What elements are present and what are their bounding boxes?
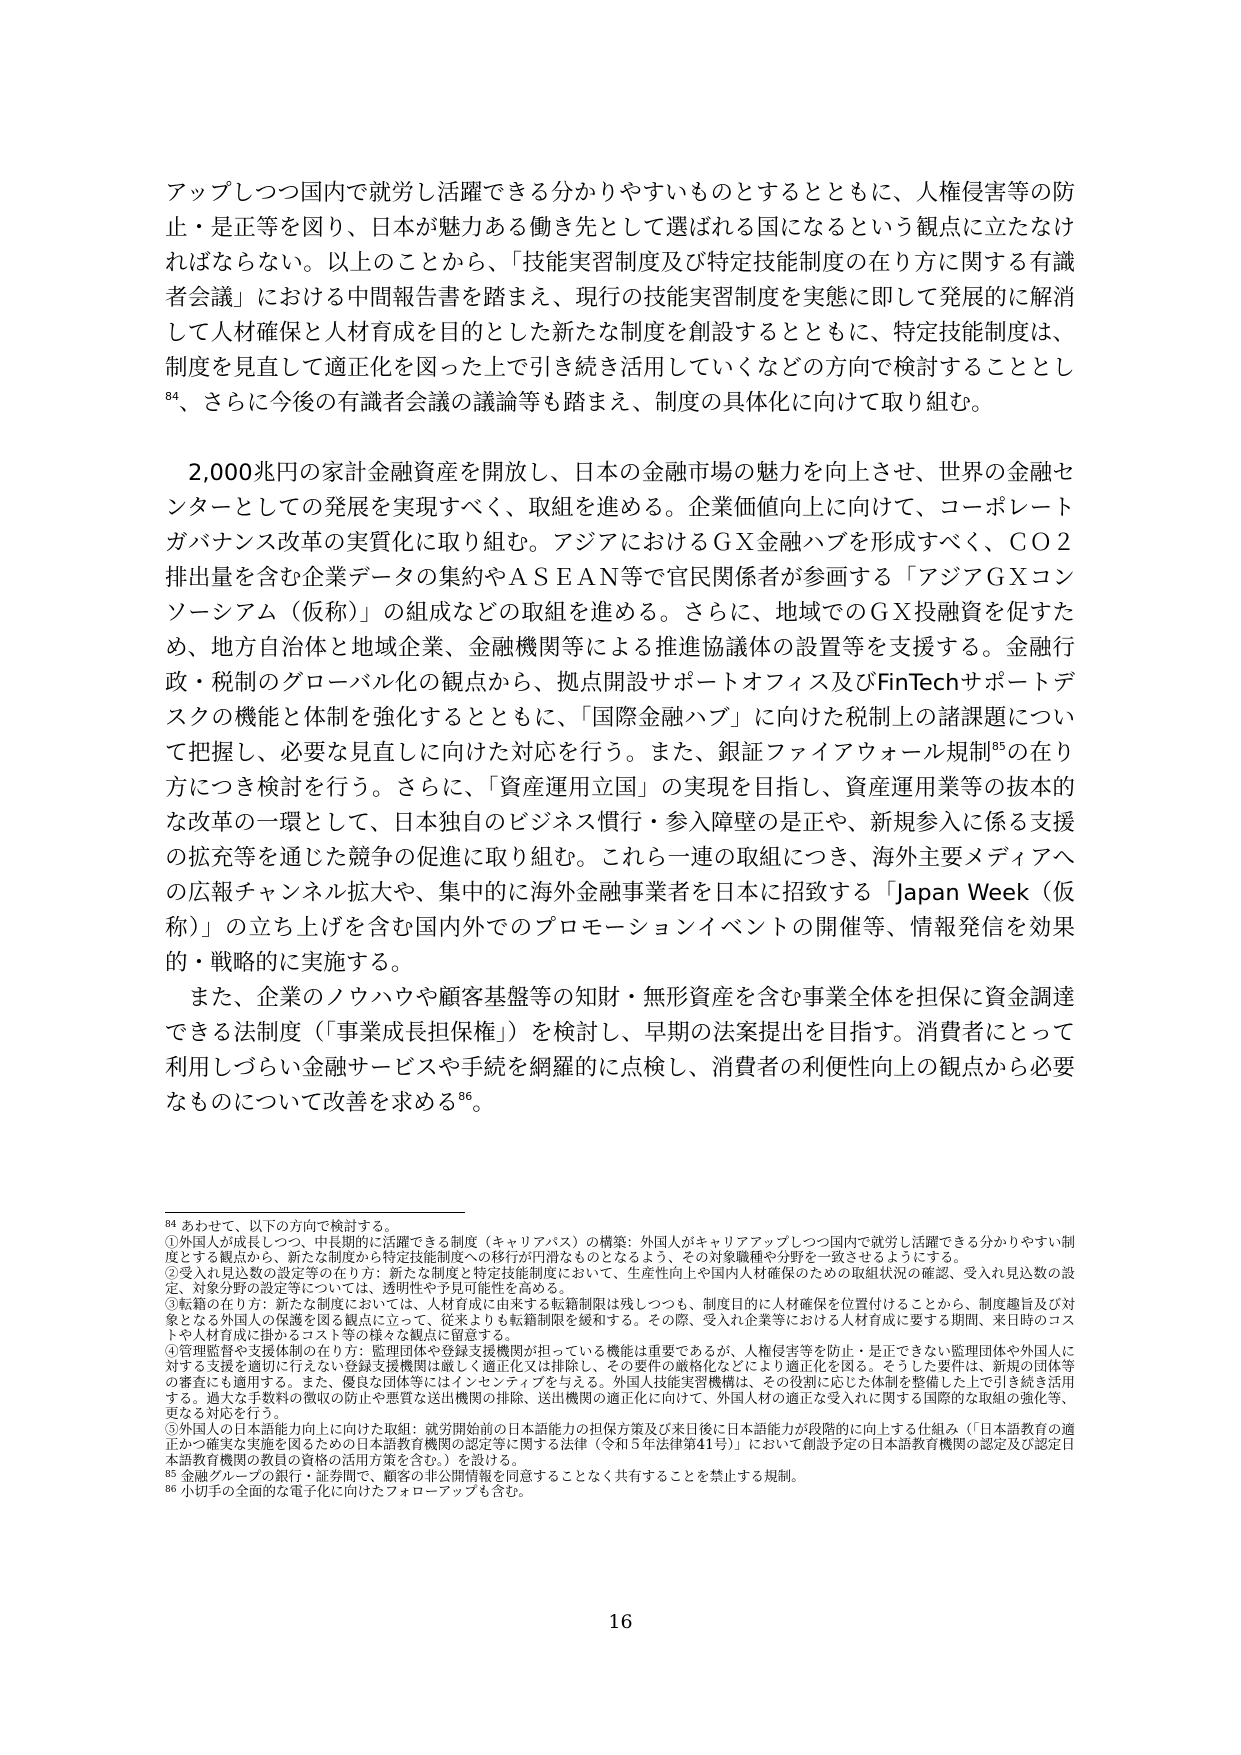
footnote-84-item-1 xyxy=(165,1236,1075,1267)
footnote-text: ④管理監督や支援体制の在り方：監理団体や登録支援機関が担っている機能は重要であるが、人権侵害等を防止・是正できない監理団体や外国人に対する支援を適切に行えない登録支援機関は厳しく適正化又は排除し、その要件の厳格化などにより適正化を図る。そうした要件は、新規の団体等の審査にも適用する。また、優良な団体等にはインセンティブを与える。外国人技能実習機構は、その役割に応じた体制を整備した上で引き続き活用する。過大な手数料の徴収の防止や悪質な送出機関の排除、送出機関の適正化に向けて、外国人材の適正な受入れに関する国際的な取組の強化等、更なる対応を行う。 xyxy=(165,1343,1075,1423)
footnotes xyxy=(165,1220,1075,1501)
paragraph-3-tail: 。 xyxy=(472,1090,495,1116)
footnote-84 xyxy=(165,1220,1075,1236)
paragraph-3 xyxy=(165,981,1075,1121)
paragraph-1 xyxy=(165,176,1075,421)
paragraph-1-text: アップしつつ国内で就労し活躍できる分かりやすいものとするとともに、人権侵害等の防止・是正等を図り、日本が魅力ある働き先として選ばれる国になるという観点に立たなければならない。以上のことから、「技能実習制度及び特定技能制度の在り方に関する有識者会議」における中間報告書を踏まえ、現行の技能実習制度を実態に即して発展的に解消して人材確保と人材育成を目的とした新たな制度を創設するとともに、特定技能制度は、制度を見直して適正化を図った上で引き続き活用していくなどの方向で検討することとし xyxy=(165,180,1075,381)
footnote-text: ⑤外国人の日本語能力向上に向けた取組：就労開始前の日本語能力の担保方策及び来日後に日本語能力が段階的に向上する仕組み（「日本語教育の適正かつ確実な実施を図るための日本語教育機関の認定等に関する法律（令和５年法律第41号）」において創設予定の日本語教育機関の認定及び認定日本語教育機関の教員の資格の活用方策を含む。）を設ける。 xyxy=(165,1421,1075,1469)
footnote-text: ②受入れ見込数の設定等の在り方：新たな制度と特定技能制度において、生産性向上や国内人材確保のための取組状況の確認、受入れ見込数の設定、対象分野の設定等については、透明性や予見可能性を高める。 xyxy=(165,1265,1075,1298)
paragraph-2-tail: の在り方につき検討を行う。さらに、「資産運用立国」の実現を目指し、資産運用業等の抜本的な改革の一環として、日本独自のビジネス慣行・参入障壁の是正や、新規参入に係る支援の拡充等を通じた競争の促進に取り組む。これら一連の取組につき、海外主要メディアへの広報チャンネル拡大や、集中的に海外金融事業者を日本に招致する「Japan Week（仮称）」の立ち上げを含む国内外でのプロモーションイベントの開催等、情報発信を効果的・戦略的に実施する。 xyxy=(165,740,1076,976)
footnote-ref-84[interactable]: 84 xyxy=(165,390,179,403)
footnote-86 xyxy=(165,1485,1075,1501)
footnote-separator xyxy=(165,1212,465,1213)
footnote-text: 金融グループの銀行・証券間で、顧客の非公開情報を同意することなく共有することを禁止する規制。 xyxy=(176,1468,805,1485)
paragraph-2 xyxy=(165,456,1075,981)
footnote-ref-86[interactable]: 86 xyxy=(458,1090,473,1103)
footnote-number: 85 xyxy=(165,1469,177,1480)
footnote-number: 84 xyxy=(165,1220,177,1230)
paragraph-3-text: また、企業のノウハウや顧客基盤等の知財・無形資産を含む事業全体を担保に資金調達できる法制度（「事業成長担保権」）を検討し、早期の法案提出を目指す。消費者にとって利用しづらい金融サービスや手続を網羅的に点検し、消費者の利便性向上の観点から必要なものについて改善を求める xyxy=(165,985,1075,1116)
footnote-text: ③転籍の在り方：新たな制度においては、人材育成に由来する転籍制限は残しつつも、制度目的に人材確保を位置付けることから、制度趣旨及び対象となる外国人の保護を図る観点に立って、従来よりも転籍制限を緩和する。その際、受入れ企業等における人材育成に要する期間、来日時のコストや人材育成に掛かるコスト等の様々な観点に留意する。 xyxy=(165,1296,1075,1345)
footnote-text: 小切手の全面的な電子化に向けたフォローアップも含む。 xyxy=(176,1484,532,1501)
footnote-text: ①外国人が成長しつつ、中長期的に活躍できる制度（キャリアパス）の構築：外国人がキャリアアップしつつ国内で就労し活躍できる分かりやすい制度とする観点から、新たな制度から特定技能制度への移行が円滑なものとなるよう、その対象職種や分野を一致させるようにする。 xyxy=(165,1234,1075,1267)
footnote-ref-85[interactable]: 85 xyxy=(991,740,1006,753)
main-text xyxy=(165,176,1075,1121)
footnote-number: 86 xyxy=(165,1485,177,1496)
footnote-84-item-5 xyxy=(165,1423,1075,1470)
footnote-84-item-4 xyxy=(165,1345,1075,1423)
paragraph-1-tail: 、さらに今後の有識者会議の議論等も踏まえ、制度の具体化に向けて取り組む。 xyxy=(179,390,994,416)
footnote-text: あわせて、以下の方向で検討する。 xyxy=(176,1219,399,1235)
paragraph-2-text: 2,000兆円の家計金融資産を開放し、日本の金融市場の魅力を向上させ、世界の金融センターとしての発展を実現すべく、取組を進める。企業価値向上に向けて、コーポレートガバナンス改革の実質化に取り組む。アジアにおけるＧＸ金融ハブを形成すべく、ＣＯ２排出量を含む企業データの集約やＡＳＥＡＮ等で官民関係者が参画する「アジアＧＸコンソーシアム（仮称）」の組成などの取組を進める。さらに、地域でのＧＸ投融資を促すため、地方自治体と地域企業、金融機関等による推進協議体の設置等を支援する。金融行政・税制のグローバル化の観点から、拠点開設サポートオフィス及びFinTechサポートデスクの機能と体制を強化するとともに、「国際金融ハブ」に向けた税制上の諸課題について把握し、必要な見直しに向けた対応を行う。また、銀証ファイアウォール規制 xyxy=(165,460,1075,766)
page-number: 16 xyxy=(608,1611,633,1633)
footnote-84-item-2 xyxy=(165,1267,1075,1298)
footnote-85 xyxy=(165,1470,1075,1486)
footnote-84-item-3 xyxy=(165,1298,1075,1345)
